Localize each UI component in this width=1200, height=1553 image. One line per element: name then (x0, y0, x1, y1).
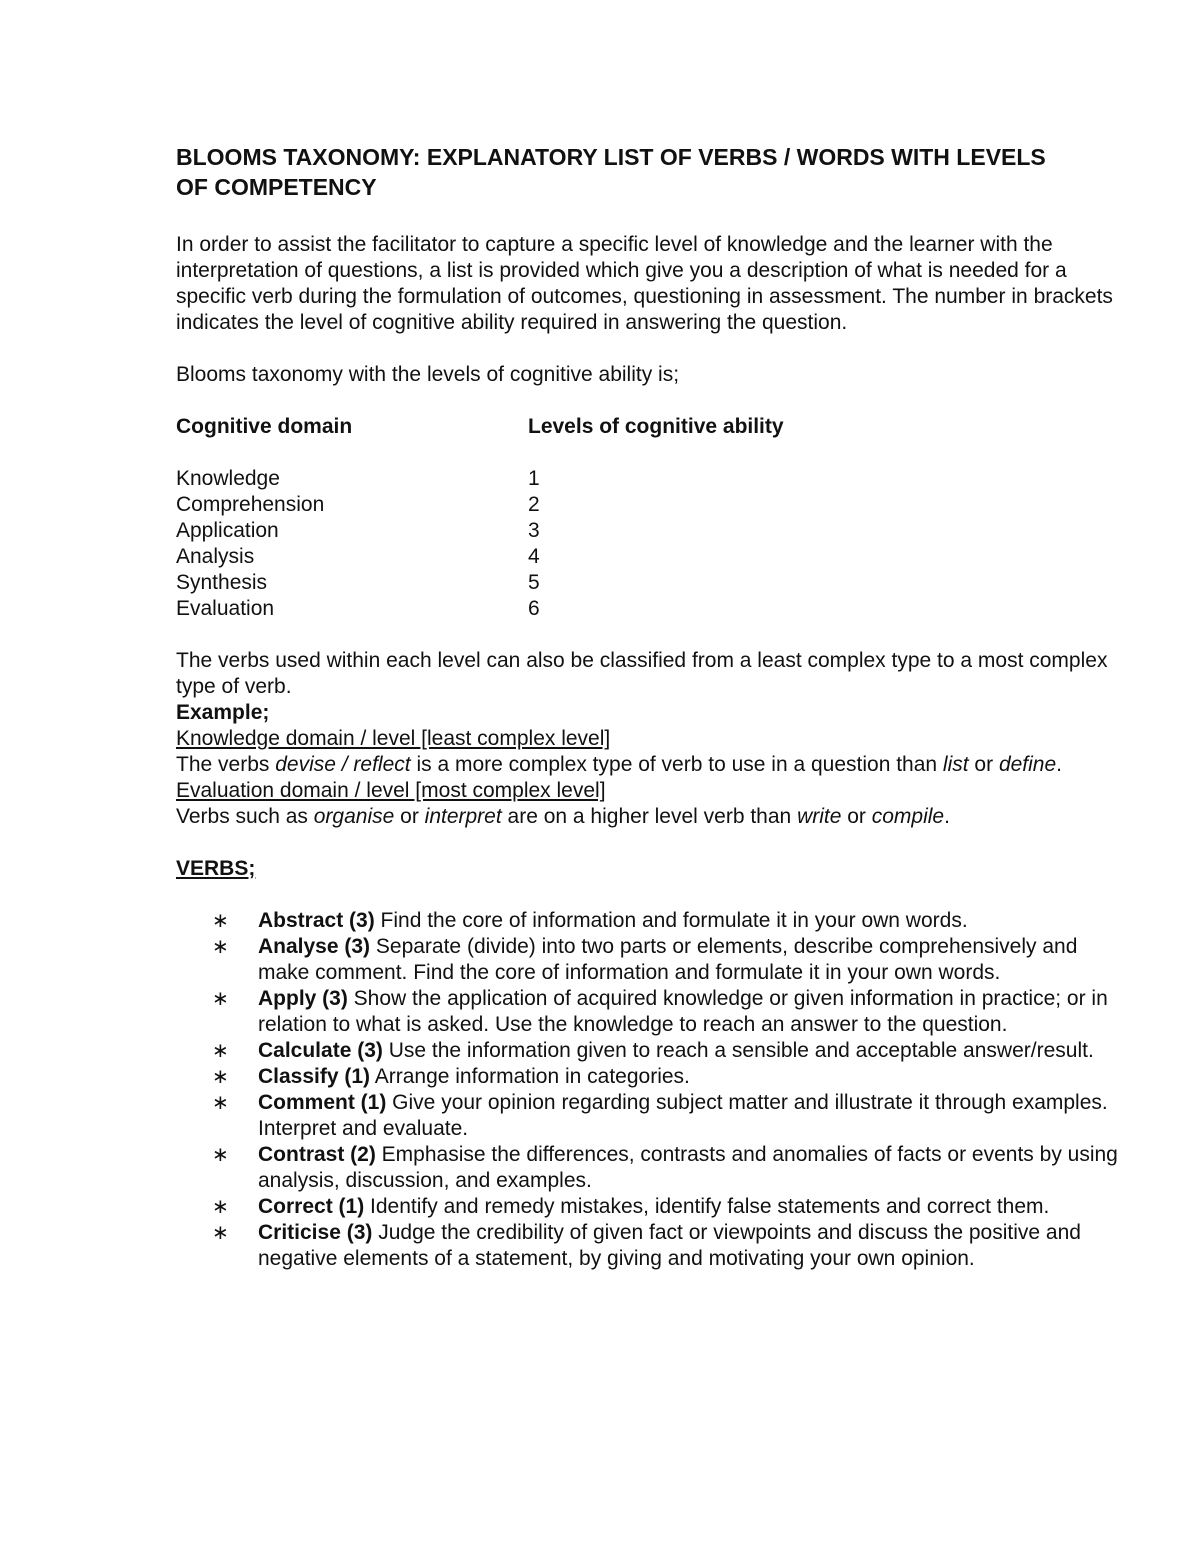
sentence-text: Verbs such as (176, 805, 314, 828)
list-item (176, 1142, 1126, 1194)
verb-description: Find the core of information and formulate it in your own words. (374, 909, 968, 932)
evaluation-example-sentence (176, 804, 1126, 830)
level-number: 3 (528, 519, 540, 542)
knowledge-example-sentence (176, 752, 1126, 778)
list-item (176, 1038, 1126, 1064)
level-row (176, 544, 1126, 570)
asterisk-bullet-icon: ∗ (212, 988, 229, 1010)
sentence-text: or (968, 753, 999, 776)
asterisk-bullet-icon: ∗ (212, 1222, 229, 1244)
level-row (176, 492, 1126, 518)
sentence-text: is a more complex type of verb to use in a question than (410, 753, 943, 776)
asterisk-bullet-icon: ∗ (212, 1092, 229, 1114)
italic-verb: organise (313, 805, 395, 828)
level-number: 4 (528, 545, 540, 568)
list-item (176, 986, 1126, 1038)
asterisk-bullet-icon: ∗ (212, 1196, 229, 1218)
verb-description: Arrange information in categories. (370, 1065, 690, 1088)
italic-verb: devise / reflect (275, 753, 411, 776)
level-row (176, 570, 1126, 596)
sentence-text: The verbs (176, 753, 276, 776)
verb-term: Contrast (2) (258, 1143, 376, 1166)
verb-term: Apply (3) (258, 987, 348, 1010)
complexity-note: The verbs used within each level can also be classified from a least complex type to a most complex type of verb. (176, 649, 1108, 698)
level-column-header: Levels of cognitive ability (528, 415, 784, 438)
list-item (176, 1064, 1126, 1090)
italic-verb: list (942, 753, 969, 776)
asterisk-bullet-icon: ∗ (212, 910, 229, 932)
verb-description: Give your opinion regarding subject matter and illustrate it through examples. Interpret and evaluate. (258, 1091, 1108, 1140)
list-item (176, 908, 1126, 934)
domain-name: Analysis (176, 545, 255, 568)
verb-term: Calculate (3) (258, 1039, 383, 1062)
verb-description: Separate (divide) into two parts or elements, describe comprehensively and make comment. Find the core of information and formulate it in your own words. (258, 935, 1078, 984)
verb-description: Use the information given to reach a sensible and acceptable answer/result. (382, 1039, 1094, 1062)
domain-name: Comprehension (176, 493, 325, 516)
level-number: 6 (528, 597, 540, 620)
verb-entry (258, 1090, 1118, 1142)
verb-term: Classify (1) (258, 1065, 371, 1088)
level-number: 5 (528, 571, 540, 594)
italic-verb: compile (871, 805, 945, 828)
verb-entry (258, 1064, 1118, 1090)
level-row (176, 466, 1126, 492)
verb-list (176, 908, 1126, 1272)
list-item (176, 1090, 1126, 1142)
italic-verb: define (998, 753, 1057, 776)
intro-paragraph: In order to assist the facilitator to capture a specific level of knowledge and the learner with the interpretation of questions, a list is provided which give you a description of what is needed for a specific verb during the formulation of outcomes, questioning in assessment. The number in brackets indicates the level of cognitive ability required in answering the question. (176, 233, 1113, 334)
verb-entry (258, 1142, 1118, 1194)
level-row (176, 596, 1126, 622)
sentence-text: or (394, 805, 425, 828)
domain-name: Evaluation (176, 597, 275, 620)
level-number: 2 (528, 493, 540, 516)
verb-description: Judge the credibility of given fact or viewpoints and discuss the positive and negative elements of a statement, by giving and motivating your own opinion. (258, 1221, 1081, 1270)
sentence-text: . (1056, 753, 1062, 776)
asterisk-bullet-icon: ∗ (212, 1144, 229, 1166)
verb-term: Analyse (3) (258, 935, 371, 958)
list-item (176, 1220, 1126, 1272)
verb-entry (258, 934, 1118, 986)
verb-term: Abstract (3) (258, 909, 375, 932)
level-number: 1 (528, 467, 540, 490)
verb-description: Emphasise the differences, contrasts and anomalies of facts or events by using analysis, discussion, and examples. (258, 1143, 1118, 1192)
document-title: BLOOMS TAXONOMY: EXPLANATORY LIST OF VERBS / WORDS WITH LEVELS OF COMPETENCY (176, 144, 1046, 200)
asterisk-bullet-icon: ∗ (212, 936, 229, 958)
verb-entry (258, 908, 1118, 934)
levels-table (176, 466, 1126, 622)
knowledge-level-heading: Knowledge domain / level [least complex level] (176, 727, 611, 750)
verb-entry (258, 986, 1118, 1038)
verb-description: Show the application of acquired knowledge or given information in practice; or in relation to what is asked. Use the knowledge to reach an answer to the question. (258, 987, 1108, 1036)
verbs-heading: VERBS; (176, 857, 256, 880)
verb-term: Correct (1) (258, 1195, 365, 1218)
verb-description: Identify and remedy mistakes, identify false statements and correct them. (364, 1195, 1050, 1218)
levels-table-header (176, 414, 1126, 440)
italic-verb: write (797, 805, 842, 828)
italic-verb: interpret (424, 805, 502, 828)
list-item (176, 1194, 1126, 1220)
verb-entry (258, 1220, 1118, 1272)
verb-entry (258, 1194, 1118, 1220)
level-row (176, 518, 1126, 544)
asterisk-bullet-icon: ∗ (212, 1066, 229, 1088)
sentence-text: are on a higher level verb than (501, 805, 798, 828)
example-heading: Example; (176, 701, 270, 724)
sentence-text: . (944, 805, 950, 828)
domain-name: Application (176, 519, 279, 542)
verb-term: Criticise (3) (258, 1221, 373, 1244)
taxonomy-lead: Blooms taxonomy with the levels of cognitive ability is; (176, 363, 680, 386)
sentence-text: or (841, 805, 872, 828)
list-item (176, 934, 1126, 986)
domain-name: Knowledge (176, 467, 280, 490)
verb-term: Comment (1) (258, 1091, 387, 1114)
domain-column-header: Cognitive domain (176, 415, 353, 438)
asterisk-bullet-icon: ∗ (212, 1040, 229, 1062)
domain-name: Synthesis (176, 571, 268, 594)
verb-entry (258, 1038, 1118, 1064)
evaluation-level-heading: Evaluation domain / level [most complex level] (176, 779, 606, 802)
document-page (176, 142, 1126, 1272)
